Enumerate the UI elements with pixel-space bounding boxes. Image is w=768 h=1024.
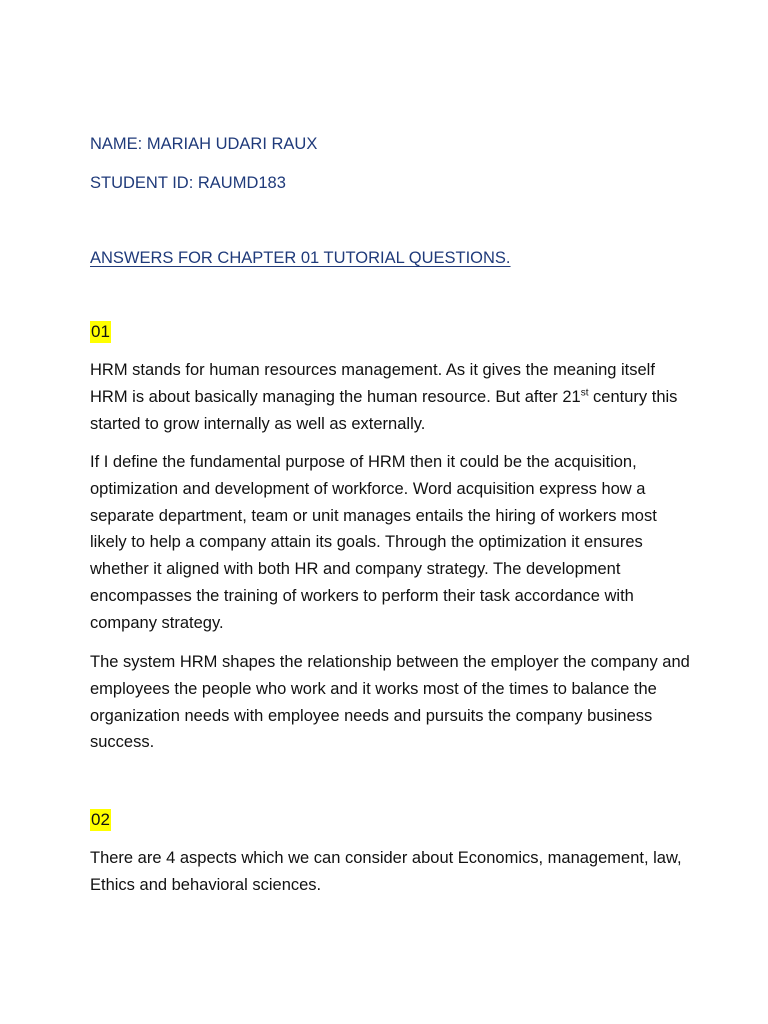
question-number-01: 01 (91, 322, 110, 341)
answer-01-p1-text-b: century this started to grow internally as well as externally. (90, 387, 678, 433)
answer-01-p1-superscript: st (580, 387, 589, 399)
student-id: STUDENT ID: RAUMD183 (90, 174, 286, 192)
answer-01-paragraph-2: If I define the fundamental purpose of HRM then it could be the acquisition, optimization and development of workforce. Word acquisition express how a separate department, team or unit manages entails the hiring of workers most likely to help a company attain its goals. Through the optimization it ensures whether it aligned with both HR and company strategy. The development encompasses the training of workers to perform their task accordance with company strategy. (90, 453, 657, 632)
answer-01-p1-text-a: HRM stands for human resources management. As it gives the meaning itself HRM is about basically managing the human resource. But after 21 (90, 361, 655, 406)
question-number-02: 02 (91, 810, 110, 829)
answer-02-paragraph-1: There are 4 aspects which we can consider about Economics, management, law, Ethics and behavioral sciences. (90, 849, 682, 894)
document-title: ANSWERS FOR CHAPTER 01 TUTORIAL QUESTIONS. (90, 249, 511, 267)
answer-01-paragraph-1 (90, 357, 690, 437)
answer-01-paragraph-3: The system HRM shapes the relationship between the employer the company and employees the people who work and it works most of the times to balance the organization needs with employee needs and pursuits the company business success. (90, 653, 690, 752)
student-name: NAME: MARIAH UDARI RAUX (90, 135, 318, 153)
